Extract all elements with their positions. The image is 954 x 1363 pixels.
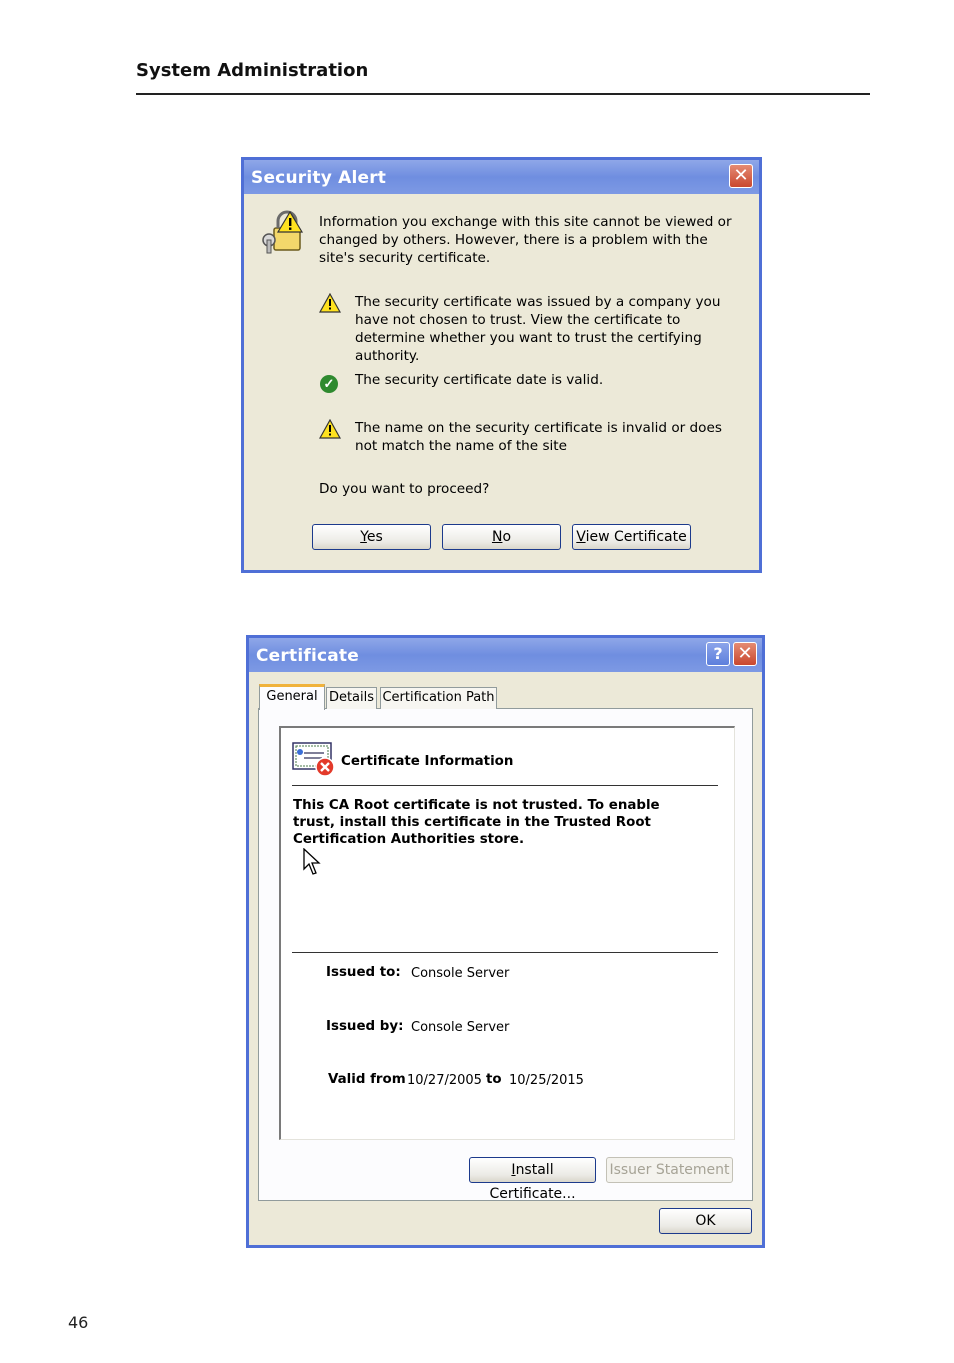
page-number: 46 <box>68 1313 89 1332</box>
security-item-text: The security certificate was issued by a company you have not chosen to trust. View the certificate to determine whether you want to trust the certifying authority. <box>355 294 721 364</box>
divider <box>292 952 718 953</box>
yes-button[interactable]: Yes <box>312 524 431 550</box>
no-button[interactable]: No <box>442 524 561 550</box>
security-item-text: The security certificate date is valid. <box>355 372 604 388</box>
security-alert-question: Do you want to proceed? <box>319 481 490 497</box>
issuer-statement-button[interactable]: Issuer Statement <box>606 1157 733 1183</box>
check-icon: ✓ <box>320 375 338 393</box>
security-alert-title: Security Alert <box>251 168 387 188</box>
tab-details[interactable]: Details <box>326 687 377 709</box>
ok-button[interactable]: OK <box>659 1208 752 1234</box>
issued-to-label: Issued to: <box>326 965 401 980</box>
valid-from-label: Valid from <box>328 1072 406 1087</box>
close-icon: ✕ <box>737 643 753 664</box>
tab-certification-path[interactable]: Certification Path <box>380 687 497 709</box>
issued-by-value: Console Server <box>411 1020 510 1035</box>
header-rule <box>136 93 870 95</box>
issued-to-value: Console Server <box>411 966 510 981</box>
security-item-text: The name on the security certificate is invalid or does not match the name of the site <box>355 420 722 454</box>
issued-by-label: Issued by: <box>326 1019 404 1034</box>
certificate-title: Certificate <box>256 646 359 666</box>
security-lock-icon <box>260 210 304 256</box>
tab-general[interactable]: General <box>259 684 325 710</box>
valid-to-label: to <box>486 1072 502 1087</box>
close-button[interactable] <box>729 164 753 188</box>
security-alert-intro: Information you exchange with this site cannot be viewed or changed by others. However, there is a problem with the site's security certificate. <box>319 214 732 266</box>
install-certificate-button[interactable]: Install Certificate... <box>469 1157 596 1183</box>
warning-icon <box>319 419 341 439</box>
warning-icon <box>319 293 341 313</box>
help-button[interactable] <box>706 642 730 666</box>
certificate-dialog <box>246 635 765 1248</box>
valid-to-value: 10/25/2015 <box>509 1073 584 1088</box>
certificate-error-icon <box>292 741 336 777</box>
close-button[interactable] <box>733 642 757 666</box>
certificate-titlebar[interactable] <box>249 638 762 672</box>
page-header: System Administration <box>136 60 369 81</box>
security-alert-titlebar[interactable] <box>244 160 759 194</box>
certificate-info-box <box>279 726 735 1140</box>
certificate-info-title: Certificate Information <box>341 754 514 769</box>
mouse-pointer-icon <box>303 848 321 876</box>
certificate-message: This CA Root certificate is not trusted. To enable trust, install this certificate in the Trusted Root Certification Authorities store. <box>293 798 660 847</box>
help-icon: ? <box>713 644 723 663</box>
valid-from-value: 10/27/2005 <box>407 1073 482 1088</box>
close-icon: ✕ <box>733 165 749 186</box>
view-certificate-button[interactable]: View Certificate <box>572 524 691 550</box>
security-alert-dialog <box>241 157 762 573</box>
divider <box>292 785 718 786</box>
